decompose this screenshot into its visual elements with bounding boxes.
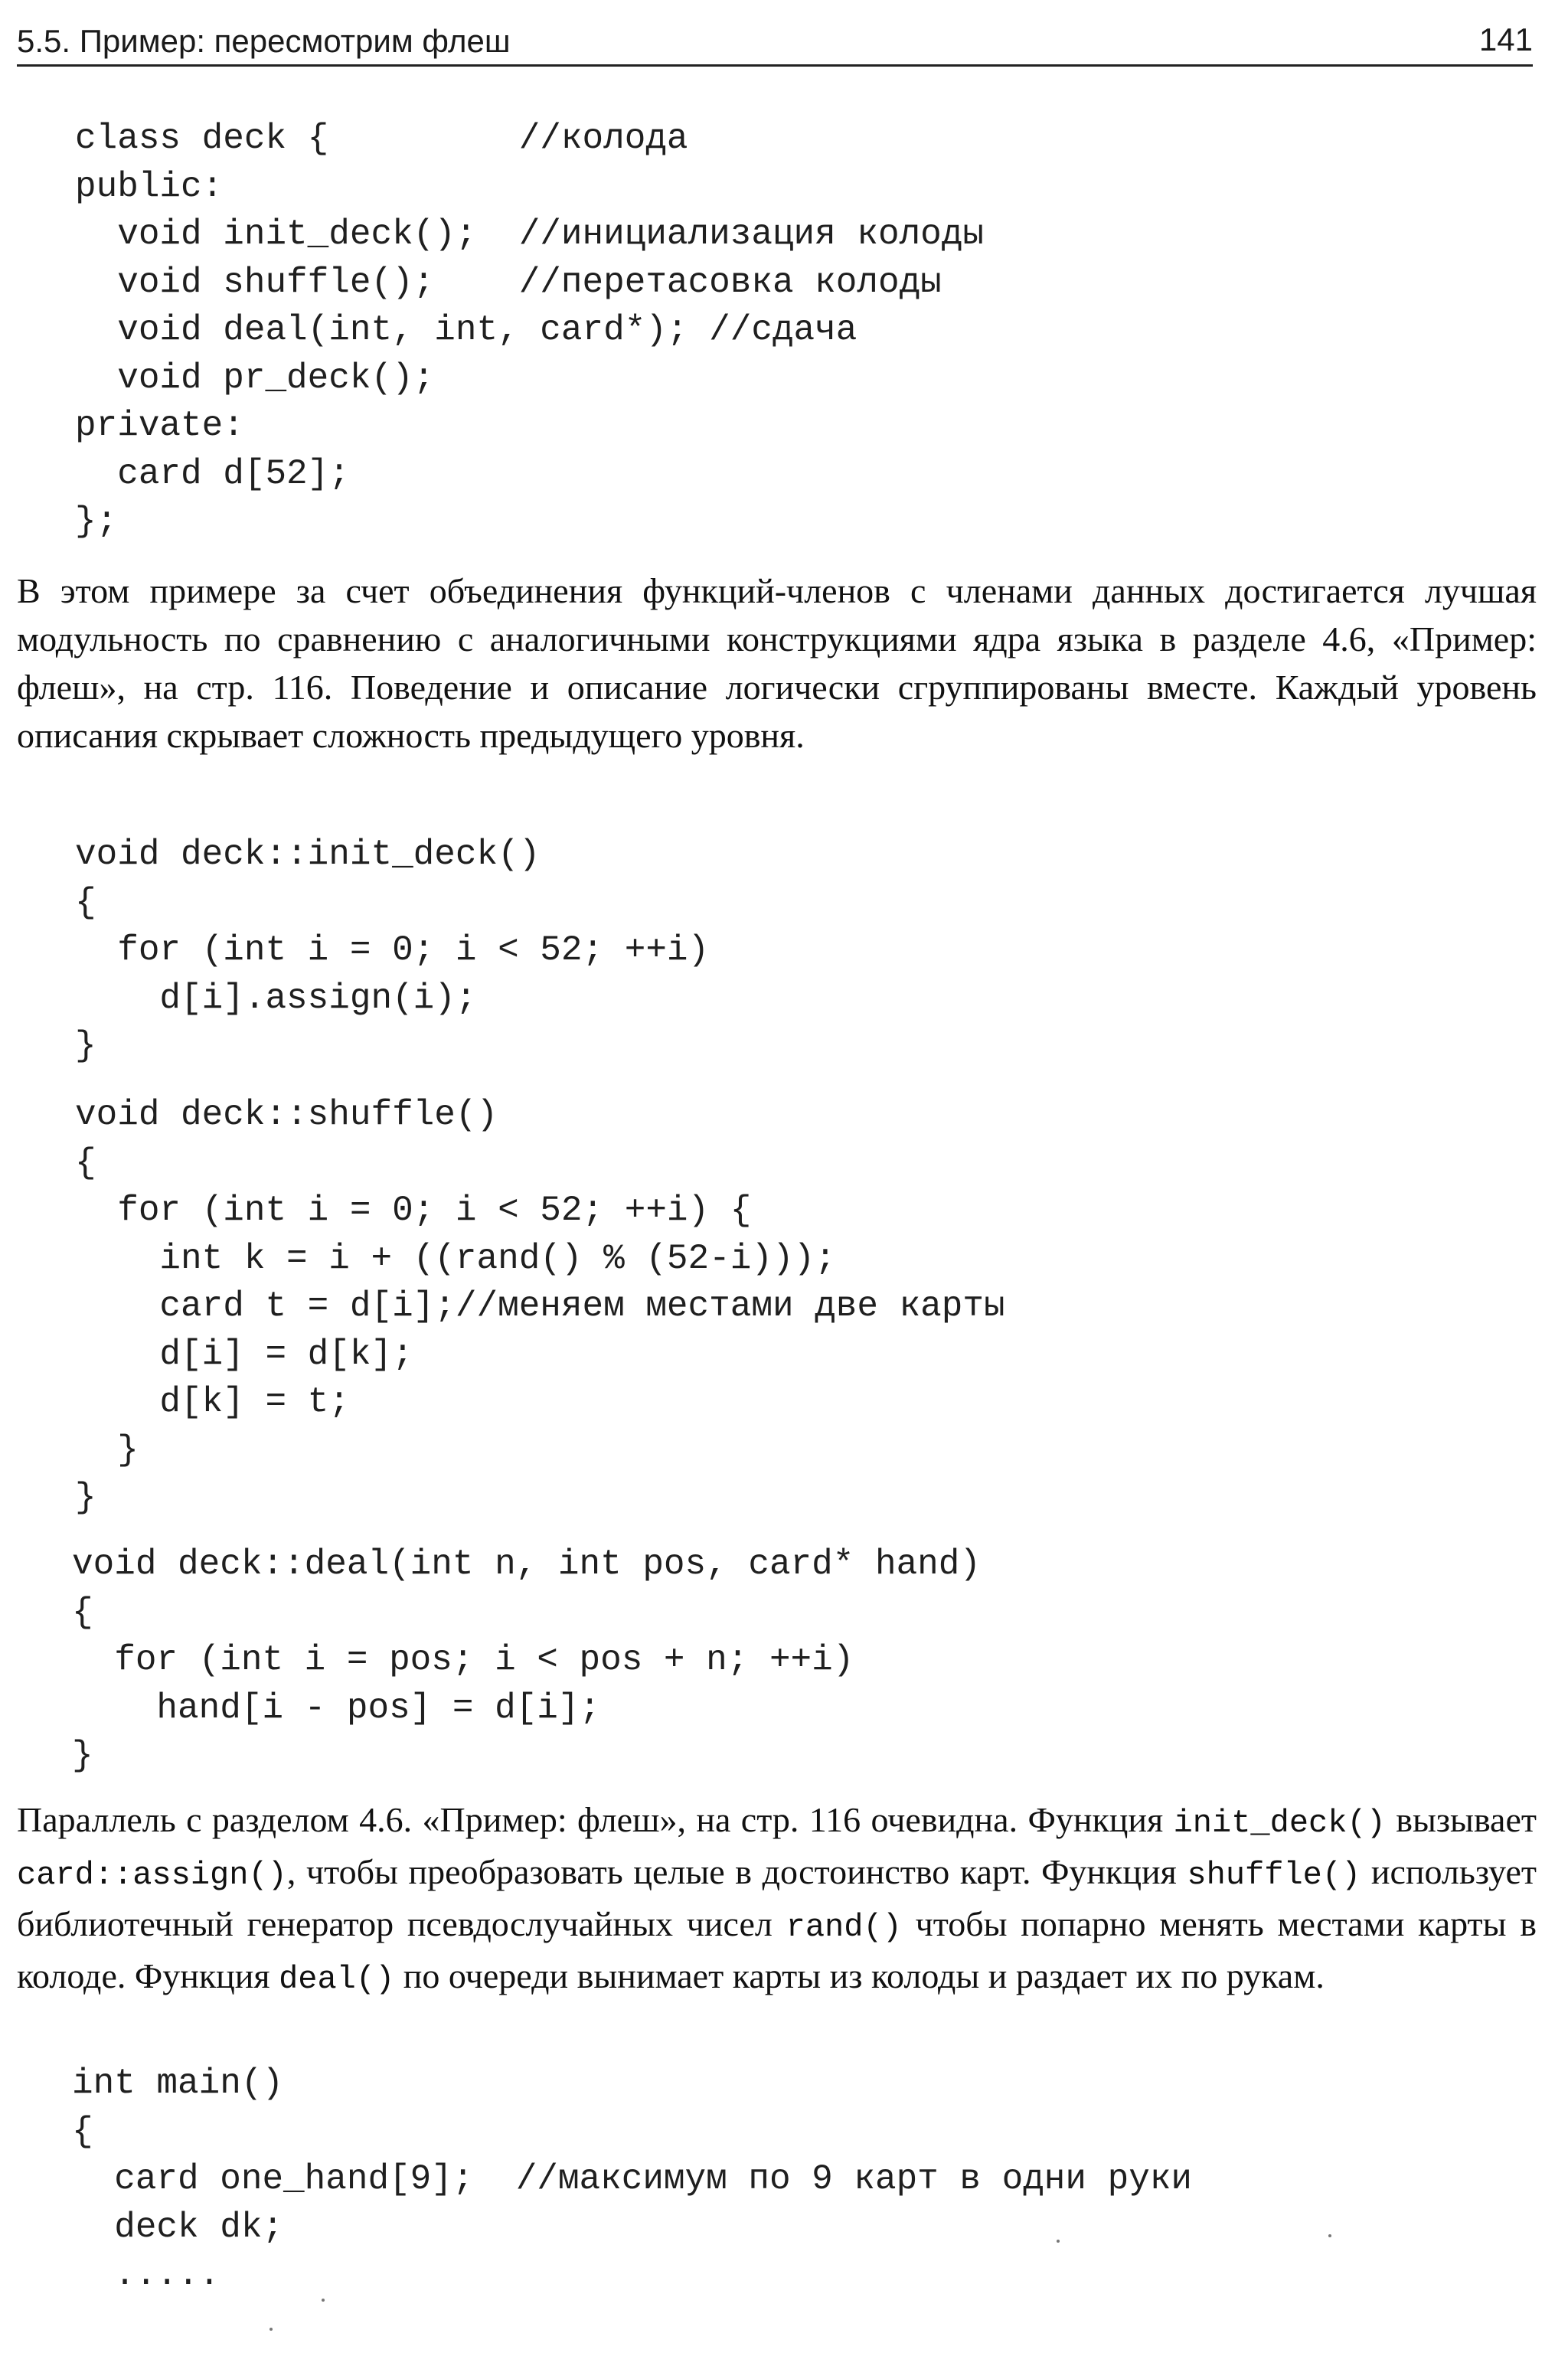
text-run: использует библиотечный генератор псевдослучайных чисел (17, 1852, 1537, 1943)
code-line: void deck::init_deck() (75, 835, 541, 874)
code-line: card one_hand[9]; //максимум по 9 карт в одни руки (72, 2159, 1193, 2199)
inline-code: init_deck() (1173, 1805, 1386, 1841)
text-run: чтобы попарно менять местами карты в колоде. Функция (17, 1904, 1537, 1995)
section-title: 5.5. Пример: пересмотрим флеш (17, 23, 511, 59)
code-line: int main() (72, 2064, 284, 2103)
scan-speck (322, 2299, 325, 2302)
code-line: } (75, 1026, 96, 1066)
paragraph-text: В этом примере за счет объединения функций-членов с членами данных достигается лучшая модульность по сравнению с аналогичными конструкциями ядра языка в разделе 4.6, «Пример: флеш», на стр. 116. Поведение и описание логически сгруппированы вместе. Каждый уровень описания скрывает сложность предыдущего уровня. (17, 571, 1537, 755)
code-line: void pr_deck(); (75, 358, 435, 398)
inline-code: shuffle() (1187, 1857, 1361, 1894)
code-block-class-deck (75, 115, 984, 546)
code-line: }; (75, 502, 118, 541)
code-line: void init_deck(); //инициализация колоды (75, 214, 984, 254)
scan-speck (1057, 2240, 1060, 2243)
code-block-shuffle (75, 1091, 1005, 1522)
paragraph-parallel (17, 1796, 1537, 2004)
code-line: { (72, 1592, 93, 1632)
code-line: void deck::shuffle() (75, 1095, 498, 1135)
code-line: int k = i + ((rand() % (52-i))); (75, 1238, 836, 1279)
code-line: d[k] = t; (75, 1382, 350, 1422)
scan-speck (270, 2328, 273, 2331)
text-run: по очереди вынимает карты из колоды и раздает их по рукам. (394, 1956, 1325, 1995)
running-header (17, 17, 1533, 67)
code-line: class deck { //колода (75, 119, 688, 158)
page-number: 141 (1478, 21, 1533, 57)
code-line: for (int i = 0; i < 52; ++i) { (75, 1191, 752, 1230)
code-line: card d[52]; (75, 453, 350, 494)
code-block-main (72, 2060, 1192, 2299)
code-line: public: (75, 166, 224, 207)
code-block-init-deck (75, 831, 709, 1070)
scan-speck (1328, 2234, 1331, 2237)
code-line: } (75, 1478, 96, 1518)
code-line: ..... (72, 2255, 220, 2295)
code-line: d[i].assign(i); (75, 978, 477, 1018)
code-line: { (72, 2111, 93, 2152)
code-line: for (int i = 0; i < 52; ++i) (75, 930, 710, 970)
code-line: void deck::deal(int n, int pos, card* hand) (72, 1544, 981, 1584)
code-line: } (75, 1430, 139, 1470)
code-line: { (75, 1142, 96, 1183)
inline-code: rand() (786, 1909, 902, 1946)
paragraph-modularity (17, 567, 1537, 760)
code-line: d[i] = d[k]; (75, 1334, 413, 1374)
text-run: Параллель с разделом 4.6. «Пример: флеш», на стр. 116 очевидна. Функция (17, 1800, 1174, 1839)
code-line: void shuffle(); //перетасовка колоды (75, 262, 942, 302)
text-run: вызывает (1385, 1800, 1537, 1839)
code-line: { (75, 882, 96, 923)
code-line: deck dk; (72, 2207, 284, 2247)
code-line: } (72, 1736, 93, 1776)
inline-code: card::assign() (17, 1857, 287, 1894)
code-line: private: (75, 406, 244, 446)
code-line: hand[i - pos] = d[i]; (72, 1688, 601, 1728)
inline-code: deal() (279, 1961, 395, 1998)
code-line: void deal(int, int, card*); //сдача (75, 310, 858, 350)
text-run: , чтобы преобразовать целые в достоинство карт. Функция (286, 1852, 1187, 1891)
code-block-deal (72, 1541, 981, 1780)
code-line: for (int i = pos; i < pos + n; ++i) (72, 1640, 854, 1680)
code-line: card t = d[i];//меняем местами две карты (75, 1286, 1005, 1326)
paragraph-text (17, 1796, 1537, 2004)
